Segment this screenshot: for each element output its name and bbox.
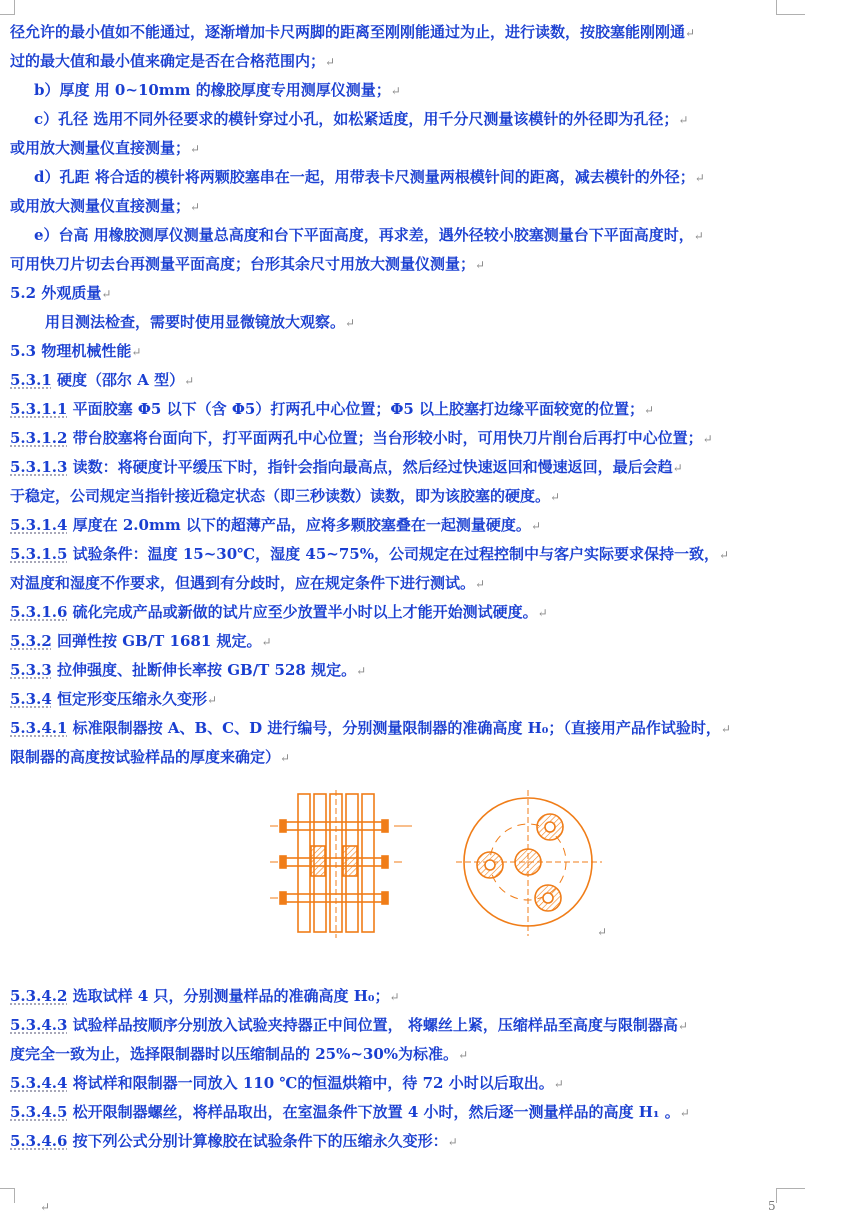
section-heading-5-3-1: 5.3.1 硬度（邵尔 A 型）↵	[10, 371, 195, 389]
paragraph-line: 径允许的最小值如不能通过，逐渐增加卡尺两脚的距离至刚刚能通过为止，进行读数，按胶塞能刚刚通↵	[10, 23, 696, 41]
paragraph-line: 度完全一致为止，选择限制器时以压缩制品的 25%~30%为标准。↵	[10, 1045, 469, 1063]
paragraph-line: 限制器的高度按试验样品的厚度来确定）↵	[10, 748, 291, 766]
fixture-side-view	[270, 790, 412, 938]
clause-5-3-4-6: 5.3.4.6 按下列公式分别计算橡胶在试验条件下的压缩永久变形：↵	[10, 1132, 458, 1150]
corner-mark-top-right	[776, 0, 805, 15]
paragraph-line: 或用放大测量仪直接测量；↵	[10, 197, 201, 215]
clause-5-3-1-1: 5.3.1.1 平面胶塞 Φ5 以下（含 Φ5）打两孔中心位置；Φ5 以上胶塞打边缘平面较宽的位置；↵	[10, 400, 655, 418]
paragraph-line: 对温度和湿度不作要求，但遇到有分歧时，应在规定条件下进行测试。↵	[10, 574, 486, 592]
clause-5-3-4: 5.3.4 恒定形变压缩永久变形↵	[10, 690, 218, 708]
list-item-step-height: e）台高 用橡胶测厚仪测量总高度和台下平面高度，再求差，遇外径较小胶塞测量台下平面高度时，↵	[34, 226, 704, 244]
corner-mark-bottom-right	[776, 1188, 805, 1203]
paragraph-line: 过的最大值和最小值来确定是否在合格范围内；↵	[10, 52, 336, 70]
paragraph-line: 可用快刀片切去台再测量平面高度；台形其余尺寸用放大测量仪测量；↵	[10, 255, 486, 273]
list-item-hole-diameter: c）孔径 选用不同外径要求的模针穿过小孔，如松紧适度，用千分尺测量该模针的外径即为孔径；↵	[34, 110, 689, 128]
compression-fixture-diagram	[270, 790, 615, 940]
section-heading-5-3: 5.3 物理机械性能↵	[10, 342, 142, 360]
list-item-hole-distance: d）孔距 将合适的模针将两颗胶塞串在一起，用带表卡尺测量两根模针间的距离，减去模针的外径；↵	[34, 168, 705, 186]
clause-5-3-2: 5.3.2 回弹性按 GB/T 1681 规定。↵	[10, 632, 272, 650]
section-heading-5-2: 5.2 外观质量↵	[10, 284, 112, 302]
clause-5-3-1-2: 5.3.1.2 带台胶塞将台面向下，打平面两孔中心位置；当台形较小时，可用快刀片削台后再打中心位置；↵	[10, 429, 713, 447]
clause-5-3-1-6: 5.3.1.6 硫化完成产品或新做的试片应至少放置半小时以上才能开始测试硬度。↵	[10, 603, 548, 621]
paragraph-mark: ↵	[597, 925, 608, 939]
list-item-thickness: b）厚度 用 0~10mm 的橡胶厚度专用测厚仪测量；↵	[34, 81, 401, 99]
page-number: 5	[768, 1199, 776, 1213]
clause-5-3-1-5: 5.3.1.5 试验条件：温度 15~30℃，湿度 45~75%，公司规定在过程控制中与客户实际要求保持一致，↵	[10, 545, 730, 563]
paragraph-line: 于稳定，公司规定当指针接近稳定状态（即三秒读数）读数，即为该胶塞的硬度。↵	[10, 487, 561, 505]
clause-5-3-4-3: 5.3.4.3 试验样品按顺序分别放入试验夹持器正中间位置， 将螺丝上紧，压缩样品至高度与限制器高↵	[10, 1016, 688, 1034]
clause-5-3-4-1: 5.3.4.1 标准限制器按 A、B、C、D 进行编号，分别测量限制器的准确高度 H₀；（直接用产品作试验时，↵	[10, 719, 731, 737]
clause-5-3-3: 5.3.3 拉伸强度、扯断伸长率按 GB/T 528 规定。↵	[10, 661, 367, 679]
corner-mark-bottom-left	[0, 1188, 15, 1203]
clause-5-3-1-4: 5.3.1.4 厚度在 2.0mm 以下的超薄产品，应将多颗胶塞叠在一起测量硬度。↵	[10, 516, 541, 534]
clause-5-3-4-2: 5.3.4.2 选取试样 4 只，分别测量样品的准确高度 H₀；↵	[10, 987, 400, 1005]
paragraph-line: 用目测法检查，需要时使用显微镜放大观察。↵	[45, 313, 356, 331]
corner-mark-top-left	[0, 0, 15, 15]
clause-5-3-1-3: 5.3.1.3 读数：将硬度计平缓压下时，指针会指向最高点，然后经过快速返回和慢速返回，最后会趋↵	[10, 458, 683, 476]
paragraph-mark: ↵	[40, 1200, 51, 1214]
paragraph-line: 或用放大测量仪直接测量；↵	[10, 139, 201, 157]
clause-5-3-4-4: 5.3.4.4 将试样和限制器一同放入 110 ℃的恒温烘箱中，待 72 小时以后取出。↵	[10, 1074, 564, 1092]
clause-5-3-4-5: 5.3.4.5 松开限制器螺丝，将样品取出，在室温条件下放置 4 小时，然后逐一测量样品的高度 H₁ 。↵	[10, 1103, 690, 1121]
fixture-top-view	[456, 790, 602, 936]
